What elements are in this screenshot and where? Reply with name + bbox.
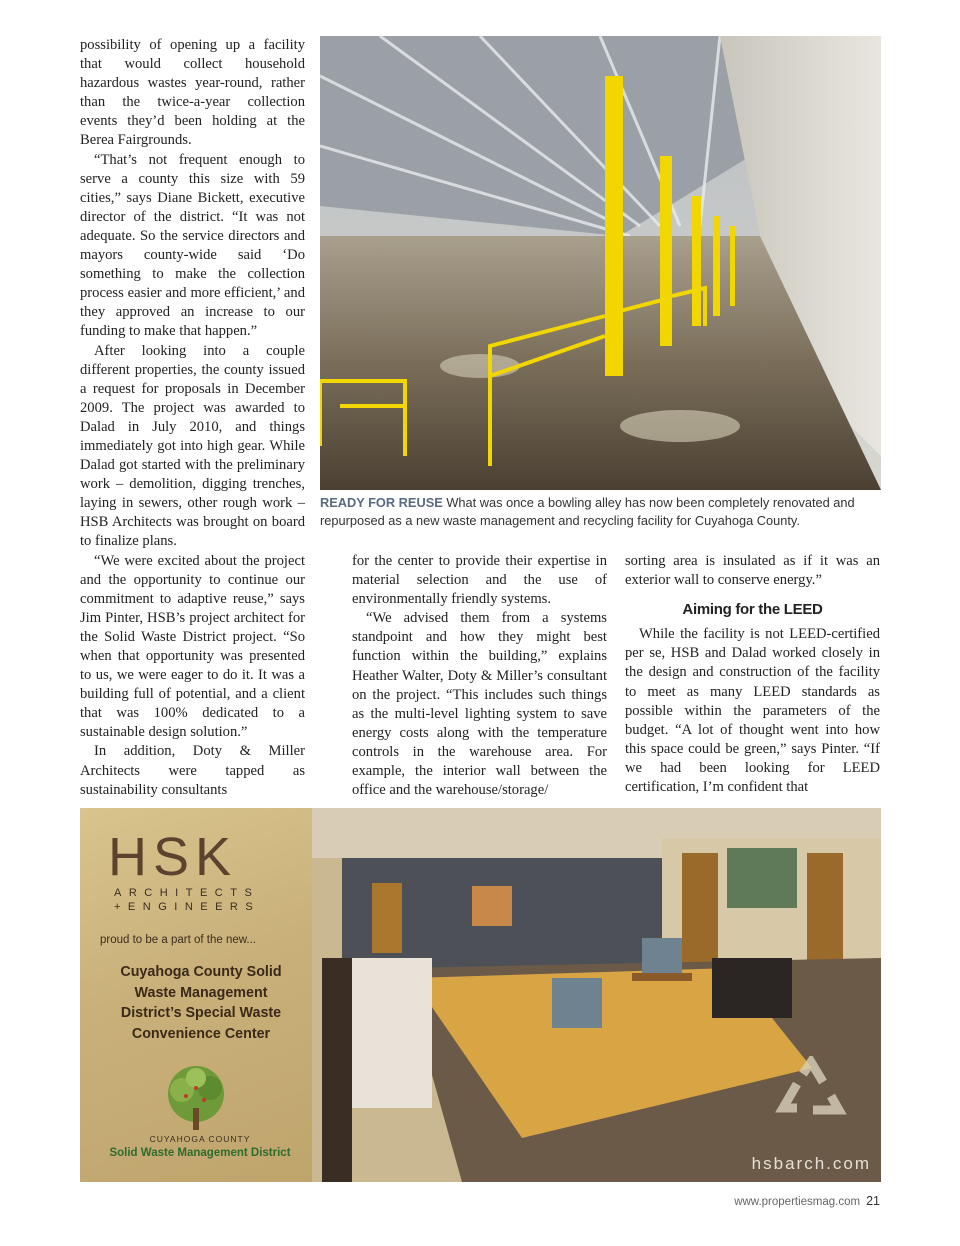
paragraph: sorting area is insulated as if it was an exterior wall to conserve energy.”: [625, 553, 880, 589]
photo-caption: [320, 494, 882, 530]
article-column-2: [352, 552, 607, 800]
paragraph: “We were excited about the project and the opportunity to continue our commitment to adaptive reuse,” says Jim Pinter, HSB’s project architect for the Solid Waste District project. “So when that opportunity was presented to us, we were eager to do it. It was a building full of potential, and a client that was 100% dedicated to a sustainable design solution.”: [80, 552, 305, 741]
paragraph: After looking into a couple different properties, the county issued a request for proposals in December 2009. The project was awarded to Dalad in July 2010, and things immediately got into high gear. While Dalad got started with the preliminary work – demolition, digging trenches, laying in sewers, other rough work – HSB Architects was brought on board to finalize plans.: [80, 342, 305, 550]
paragraph: for the center to provide their expertise in material selection and the use of environmentally friendly systems.: [352, 553, 607, 608]
office-lobby-photo: [312, 808, 881, 1182]
warehouse-illustration: [320, 36, 881, 490]
hsb-advertisement[interactable]: [80, 808, 881, 1182]
hsb-logo: HSK: [108, 827, 238, 887]
caption-text: What was once a bowling alley has now been completely renovated and repurposed as a new waste management and recycling facility for Cuyahoga County.: [320, 495, 855, 528]
article-column-1: [80, 36, 305, 800]
ad-intro: proud to be a part of the new...: [100, 934, 256, 946]
hsb-tagline: [114, 886, 260, 914]
district-name: Solid Waste Management District: [109, 1147, 291, 1159]
warehouse-photo: [320, 36, 881, 490]
ad-headline-line: Cuyahoga County Solid: [120, 964, 282, 980]
ad-headline: [84, 962, 318, 1044]
recycle-icon: [773, 1056, 849, 1132]
footer-url[interactable]: www.propertiesmag.com: [734, 1196, 861, 1208]
ad-website[interactable]: hsbarch.com: [751, 1154, 871, 1173]
paragraph: “We advised them from a systems standpoint and how they might best function within the building,” explains Heather Walter, Doty & Miller’s consultant on the project. “This includes such things as the multi-level lighting system to save energy costs along with the temperature controls in the warehouse area. For example, the interior wall between the office and the warehouse/storage/: [352, 610, 607, 799]
ad-headline-line: Waste Management: [134, 984, 268, 1001]
district-name-top: CUYAHOGA COUNTY: [149, 1134, 251, 1144]
paragraph: While the facility is not LEED-certified per se, HSB and Dalad worked closely in the design and construction of the facility to meet as many LEED standards as possible within the parameters of the budget. “A lot of thought went into how this space could be green,” says Pinter. “If we had been looking for LEED certification, I’m confident that: [625, 626, 880, 796]
paragraph: In addition, Doty & Miller Architects were tapped as sustainability consultants: [80, 743, 305, 798]
hsb-tagline-line-1: ARCHITECTS: [114, 887, 260, 899]
page-number: 21: [866, 1194, 880, 1208]
paragraph: possibility of opening up a facility that would collect household hazardous wastes year-round, rather than the twice-a-year collection events they’d been holding at the Berea Fairgrounds.: [80, 37, 305, 149]
ad-text-panel: [80, 808, 320, 1182]
paragraph: “That’s not frequent enough to serve a county this size with 59 cities,” says Diane Bickett, executive director of the district. “It was not adequate. So the service directors and mayors county-wide said ‘Do something to make the collection process easier and more efficient,’ and they approved an increase to our funding to make that happen.”: [80, 151, 305, 340]
hsb-tagline-line-2: +ENGINEERS: [114, 901, 261, 913]
ad-headline-line: District’s Special Waste: [120, 1005, 282, 1021]
caption-lead: READY FOR REUSE: [320, 495, 443, 510]
article-column-3: [625, 552, 880, 797]
page-footer: [734, 1194, 880, 1208]
section-heading: Aiming for the LEED: [682, 601, 823, 619]
ad-headline-line: Convenience Center: [131, 1025, 271, 1042]
